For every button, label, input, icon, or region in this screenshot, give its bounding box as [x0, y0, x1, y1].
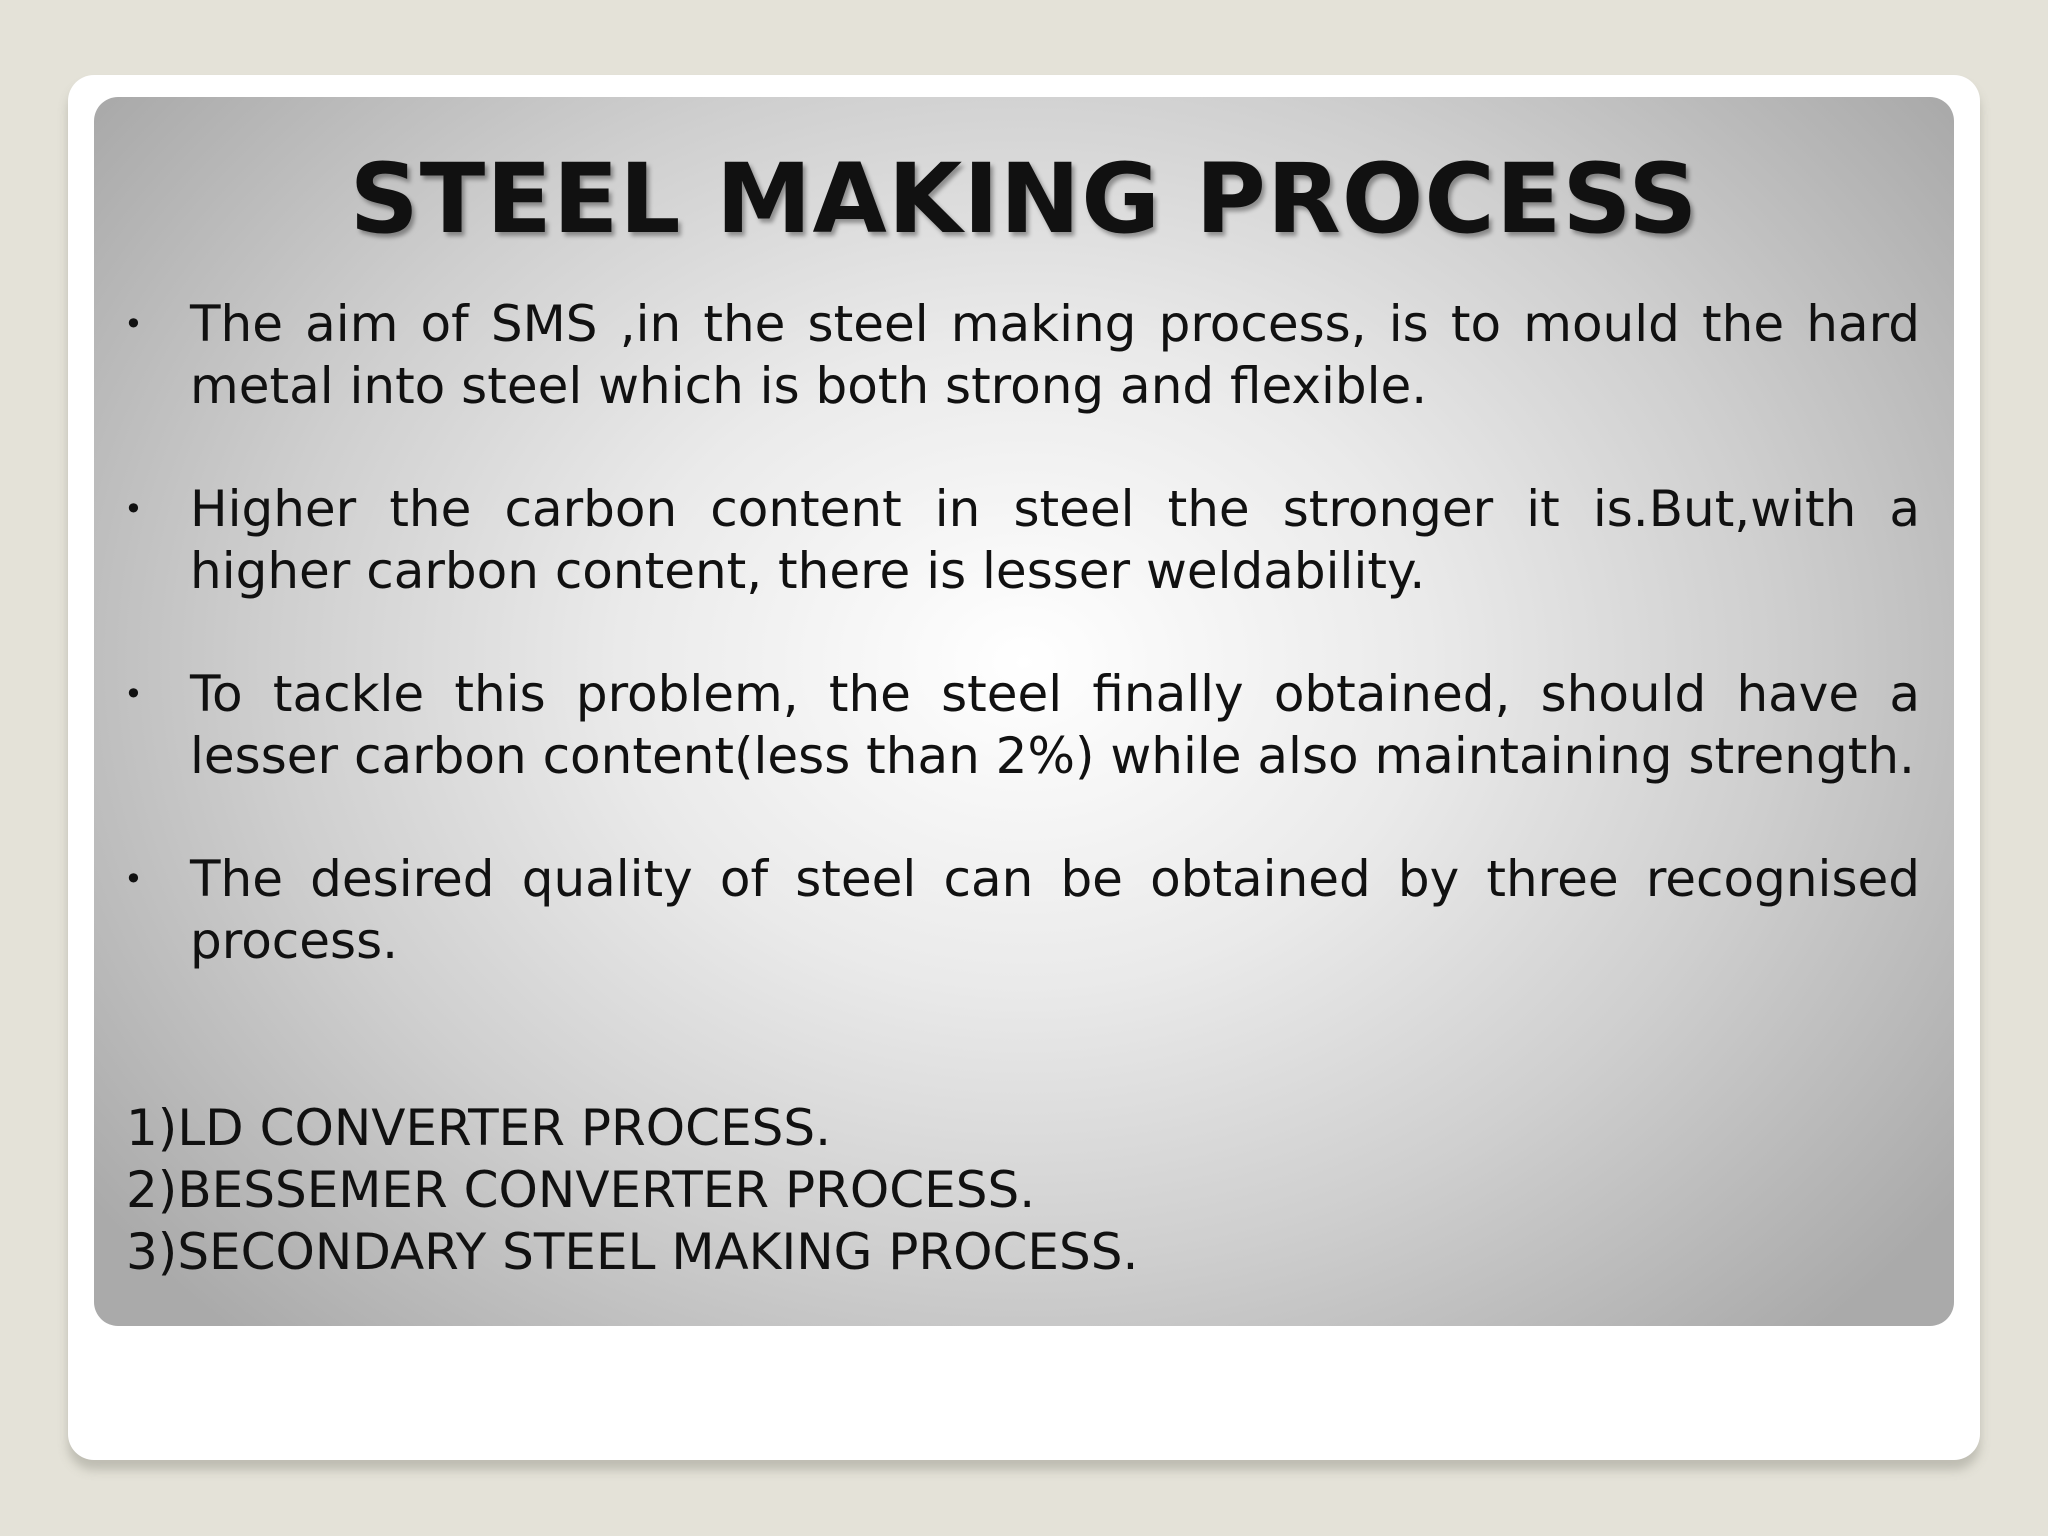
- bullet-item: [94, 478, 1954, 602]
- bullet-text: Higher the carbon content in steel the stronger it is.But,with a higher carbon content, there is lesser weldability.: [190, 480, 1920, 600]
- bullet-item: [94, 848, 1954, 972]
- bullet-item: [94, 663, 1954, 787]
- slide-title: STEEL MAKING PROCESS: [349, 143, 1699, 255]
- bullet-text: The aim of SMS ,in the steel making process, is to mould the hard metal into steel which is both strong and flexible.: [190, 295, 1920, 415]
- bullet-dot-icon: •: [124, 860, 143, 898]
- bullet-text: To tackle this problem, the steel finally obtained, should have a lesser carbon content(less than 2%) while also maintaining strength.: [190, 665, 1920, 785]
- slide-content-panel: [94, 97, 1954, 1326]
- process-item: 3)SECONDARY STEEL MAKING PROCESS.: [126, 1223, 1139, 1281]
- bullet-dot-icon: •: [124, 490, 143, 528]
- process-item: 1)LD CONVERTER PROCESS.: [126, 1099, 832, 1157]
- bullet-text: The desired quality of steel can be obtained by three recognised process.: [190, 850, 1920, 970]
- bullet-list: [94, 293, 1954, 1033]
- process-list: [126, 1097, 1926, 1283]
- bullet-item: [94, 293, 1954, 417]
- process-item: 2)BESSEMER CONVERTER PROCESS.: [126, 1161, 1036, 1219]
- bullet-dot-icon: •: [124, 305, 143, 343]
- bullet-dot-icon: •: [124, 675, 143, 713]
